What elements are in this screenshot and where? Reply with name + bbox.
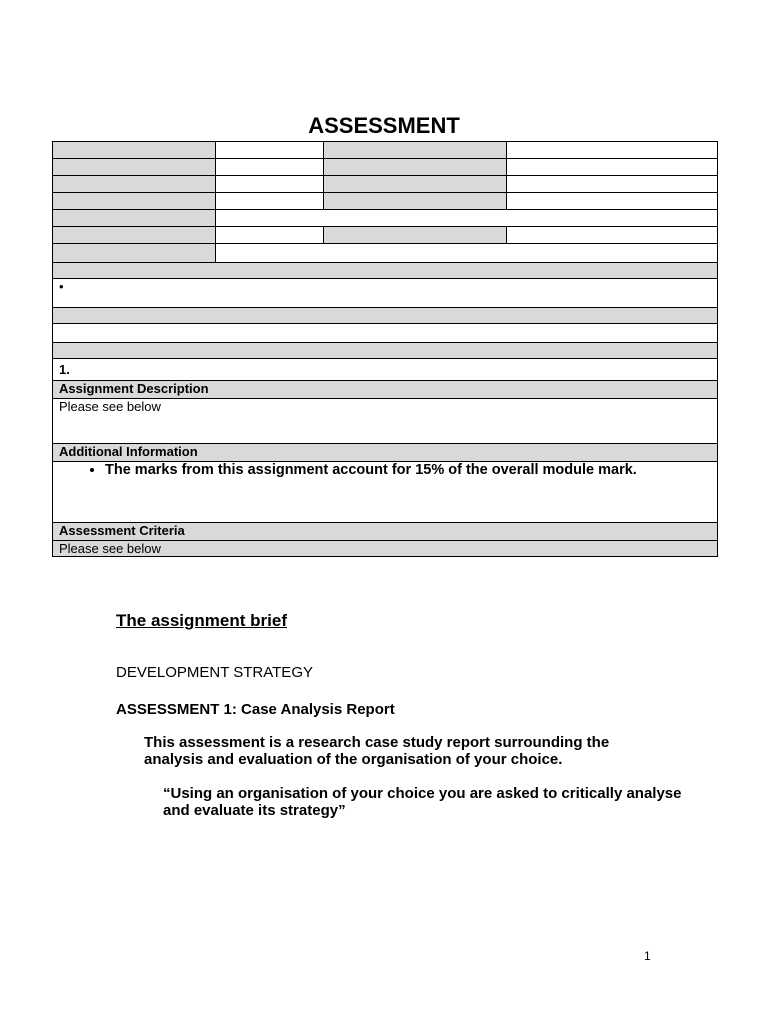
numbered-row bbox=[53, 359, 718, 381]
form-label-cell bbox=[324, 193, 507, 210]
additional-information-list bbox=[59, 462, 711, 478]
form-value-cell-wide[interactable] bbox=[216, 244, 718, 263]
section-header-row bbox=[53, 343, 718, 359]
form-row bbox=[53, 210, 718, 227]
form-value-cell[interactable] bbox=[216, 176, 324, 193]
additional-information-row bbox=[53, 462, 718, 523]
form-row bbox=[53, 159, 718, 176]
form-value-cell-wide[interactable] bbox=[216, 210, 718, 227]
item-number: 1. bbox=[53, 359, 718, 381]
blank-cell[interactable] bbox=[53, 324, 718, 343]
form-value-cell[interactable] bbox=[216, 159, 324, 176]
section-header-cell bbox=[53, 308, 718, 324]
section-header-row bbox=[53, 308, 718, 324]
form-label-cell bbox=[324, 159, 507, 176]
bullet-row bbox=[53, 279, 718, 308]
blank-row bbox=[53, 324, 718, 343]
brief-subject: DEVELOPMENT STRATEGY bbox=[116, 664, 313, 681]
form-value-cell[interactable] bbox=[507, 176, 718, 193]
form-value-cell[interactable] bbox=[507, 193, 718, 210]
brief-title: The assignment brief bbox=[116, 611, 287, 630]
form-value-cell[interactable] bbox=[507, 227, 718, 244]
form-label-cell bbox=[53, 176, 216, 193]
form-row bbox=[53, 244, 718, 263]
form-label-cell bbox=[53, 210, 216, 227]
form-label-cell bbox=[324, 176, 507, 193]
form-row bbox=[53, 227, 718, 244]
form-value-cell[interactable] bbox=[507, 142, 718, 159]
section-header-row bbox=[53, 263, 718, 279]
brief-assessment: ASSESSMENT 1: Case Analysis Report bbox=[116, 701, 395, 718]
form-row bbox=[53, 193, 718, 210]
assignment-description-header-row bbox=[53, 381, 718, 399]
additional-information-heading: Additional Information bbox=[53, 444, 718, 462]
brief-description: This assessment is a research case study report surrounding the analysis and evaluation of the organisation of your choice. bbox=[144, 734, 610, 768]
brief-quote: “Using an organisation of your choice you are asked to critically analyse and evaluate its strategy” bbox=[163, 785, 682, 819]
form-label-cell bbox=[53, 227, 216, 244]
section-header-cell bbox=[53, 263, 718, 279]
form-label-cell bbox=[53, 159, 216, 176]
form-row bbox=[53, 176, 718, 193]
form-label-cell bbox=[324, 142, 507, 159]
section-header-cell bbox=[53, 343, 718, 359]
form-value-cell[interactable] bbox=[507, 159, 718, 176]
form-value-cell[interactable] bbox=[216, 142, 324, 159]
additional-information-header-row bbox=[53, 444, 718, 462]
assessment-form-table bbox=[52, 141, 718, 557]
form-label-cell bbox=[53, 142, 216, 159]
assessment-criteria-header-row bbox=[53, 523, 718, 541]
assignment-description-heading: Assignment Description bbox=[53, 381, 718, 399]
form-label-cell bbox=[53, 193, 216, 210]
assignment-description-text: Please see below bbox=[53, 399, 718, 444]
page-number: 1 bbox=[644, 949, 651, 963]
form-value-cell[interactable] bbox=[216, 193, 324, 210]
assessment-criteria-row bbox=[53, 541, 718, 557]
form-label-cell bbox=[53, 244, 216, 263]
list-item: • The marks from this assignment account for 15% of the overall module mark. bbox=[105, 462, 711, 478]
form-label-cell bbox=[324, 227, 507, 244]
document-title: ASSESSMENT bbox=[308, 113, 460, 138]
assignment-description-row bbox=[53, 399, 718, 444]
bullet-cell: • bbox=[53, 279, 718, 308]
assessment-criteria-heading: Assessment Criteria bbox=[53, 523, 718, 541]
form-value-cell[interactable] bbox=[216, 227, 324, 244]
additional-information-cell bbox=[53, 462, 718, 523]
form-row bbox=[53, 142, 718, 159]
assessment-criteria-text: Please see below bbox=[53, 541, 718, 557]
